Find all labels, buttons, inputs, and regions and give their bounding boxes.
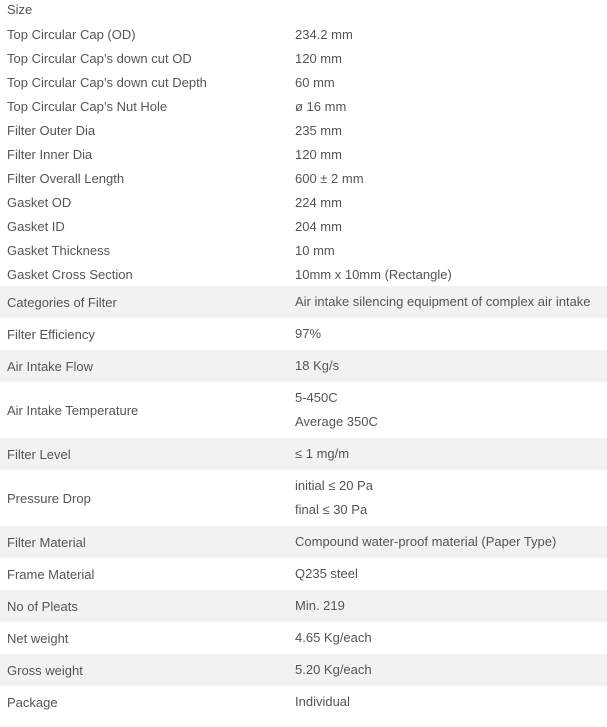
table-row: [0, 166, 607, 190]
row-value: 10 mm: [288, 238, 607, 262]
value-line: Q235 steel: [295, 566, 358, 581]
value-line: Air intake silencing equipment of complex air intake: [295, 294, 591, 309]
row-label: No of Pleats: [0, 590, 288, 622]
row-value: 600 ± 2 mm: [288, 166, 607, 190]
row-label: Filter Efficiency: [7, 326, 95, 342]
table-row: [0, 262, 607, 286]
size-header-row: [0, 0, 607, 22]
value-line: initial ≤ 20 Pa: [295, 478, 373, 493]
table-row: [0, 526, 607, 558]
table-row: [0, 190, 607, 214]
row-label: Top Circular Cap (OD): [0, 22, 288, 46]
value-line: Average 350C: [295, 414, 378, 429]
table-row: [0, 350, 607, 382]
row-value: [288, 470, 607, 526]
row-label: Gasket Cross Section: [0, 262, 288, 286]
row-value: 120 mm: [288, 46, 607, 70]
value-line: 5.20 Kg/each: [295, 662, 372, 677]
row-value: [288, 286, 607, 318]
row-value: 235 mm: [288, 118, 607, 142]
row-value: [288, 654, 607, 686]
table-row: [0, 214, 607, 238]
value-line: 4.65 Kg/each: [295, 630, 372, 645]
table-row: [0, 438, 607, 470]
table-row: [0, 70, 607, 94]
table-row: [0, 286, 607, 318]
row-value: 10mm x 10mm (Rectangle): [288, 262, 607, 286]
row-label: Air Intake Temperature: [7, 402, 139, 418]
row-value: [288, 526, 607, 558]
value-line: 97%: [295, 326, 322, 341]
row-value: 204 mm: [288, 214, 607, 238]
row-label: Filter Outer Dia: [0, 118, 288, 142]
value-line: 5-450C: [295, 390, 338, 405]
table-row: [0, 142, 607, 166]
row-label: Pressure Drop: [7, 490, 91, 506]
table-row: [0, 318, 607, 350]
row-label: Filter Inner Dia: [0, 142, 288, 166]
value-line: Individual: [295, 694, 350, 709]
row-value: [288, 318, 607, 350]
row-value: [288, 0, 607, 22]
row-label: Top Circular Cap’s Nut Hole: [0, 94, 288, 118]
row-value: 120 mm: [288, 142, 607, 166]
row-value: [288, 558, 607, 590]
table-row: [0, 382, 607, 438]
value-line: final ≤ 30 Pa: [295, 502, 368, 517]
row-value: [288, 622, 607, 654]
row-value: [288, 686, 607, 718]
row-value: [288, 350, 607, 382]
table-row: [0, 654, 607, 686]
row-value: 224 mm: [288, 190, 607, 214]
row-label: Package: [7, 694, 58, 710]
row-label: Size: [0, 0, 288, 22]
row-label: Frame Material: [7, 566, 95, 582]
value-line: Compound water-proof material (Paper Type): [295, 534, 557, 549]
table-row: [0, 686, 607, 718]
row-label: Categories of Filter: [0, 286, 288, 318]
table-row: [0, 590, 607, 622]
table-row: [0, 558, 607, 590]
row-label: Top Circular Cap’s down cut Depth: [0, 70, 288, 94]
table-row: [0, 46, 607, 70]
row-value: [288, 438, 607, 470]
row-label: Gasket Thickness: [0, 238, 288, 262]
value-line: 18 Kg/s: [295, 358, 340, 373]
row-value: 60 mm: [288, 70, 607, 94]
row-value: [288, 590, 607, 622]
table-row: [0, 622, 607, 654]
row-label: Gross weight: [0, 654, 288, 686]
row-label: Air Intake Flow: [0, 350, 288, 382]
row-label: Gasket ID: [0, 214, 288, 238]
row-value: 234.2 mm: [288, 22, 607, 46]
row-label: Filter Material: [0, 526, 288, 558]
row-label: Filter Overall Length: [0, 166, 288, 190]
table-row: [0, 238, 607, 262]
table-row: [0, 22, 607, 46]
table-row: [0, 118, 607, 142]
table-row: [0, 470, 607, 526]
row-label: Gasket OD: [0, 190, 288, 214]
value-line: ≤ 1 mg/m: [295, 446, 350, 461]
row-value: [288, 382, 607, 438]
row-value: ø 16 mm: [288, 94, 607, 118]
table-row: [0, 94, 607, 118]
row-label: Net weight: [7, 630, 69, 646]
row-label: Top Circular Cap’s down cut OD: [0, 46, 288, 70]
value-line: Min. 219: [295, 598, 345, 613]
row-label: Filter Level: [0, 438, 288, 470]
